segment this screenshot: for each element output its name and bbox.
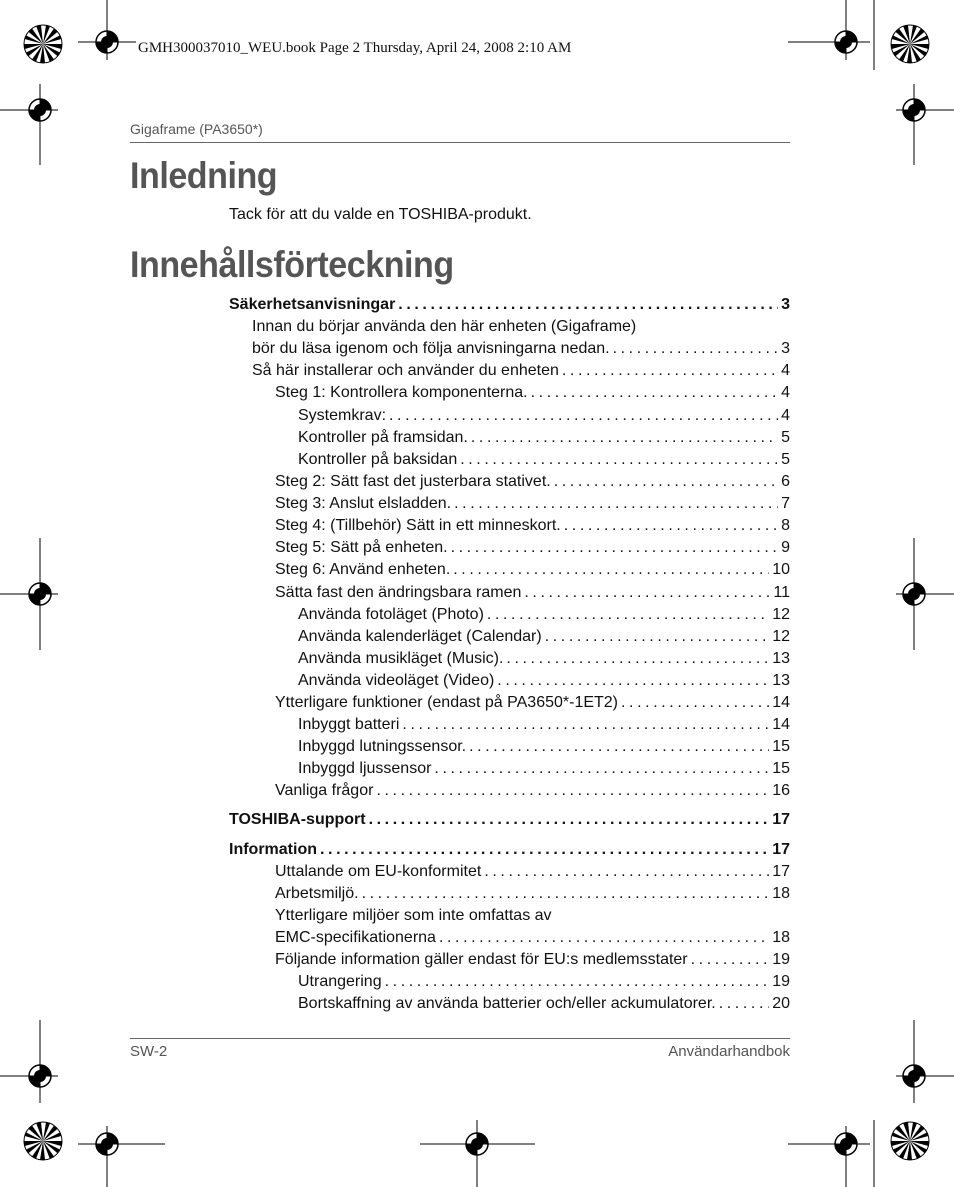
toc-entry-information[interactable]: Information ..... 17 bbox=[229, 840, 790, 860]
toc-entry-sysreq[interactable]: Systemkrav: ..... 4 bbox=[298, 406, 790, 426]
running-header: Gigaframe (PA3650*) bbox=[130, 121, 263, 137]
footer-title: Användarhandbok bbox=[668, 1043, 790, 1060]
toc-entry-before-line1[interactable]: Innan du börjar använda den här enheten (Gigaframe) bbox=[252, 318, 637, 335]
toc-entry-emc[interactable]: EMC-specifikationerna ..... 18 bbox=[275, 928, 790, 948]
toc-entry-extra[interactable]: Ytterligare funktioner (endast på PA3650*-1ET2) ..... 14 bbox=[275, 693, 790, 713]
toc-entry-work-env[interactable]: Arbetsmiljö. ..... 18 bbox=[275, 884, 790, 904]
toc-entry-step4[interactable]: Steg 4: (Tillbehör) Sätt in ett minneskort. ..... 8 bbox=[275, 516, 790, 536]
toc-entry-video[interactable]: Använda videoläget (Video) ..... 13 bbox=[298, 671, 790, 691]
page-number: SW-2 bbox=[130, 1043, 168, 1060]
toc-entry-disposal[interactable]: Utrangering ..... 19 bbox=[298, 972, 790, 992]
toc-entry-battery[interactable]: Inbyggt batteri ..... 14 bbox=[298, 715, 790, 735]
toc-entry-faq[interactable]: Vanliga frågor ..... 16 bbox=[275, 781, 790, 801]
toc-entry-tilt[interactable]: Inbyggd lutningssensor. ..... 15 bbox=[298, 737, 790, 757]
print-slug: GMH300037010_WEU.book Page 2 Thursday, April 24, 2008 2:10 AM bbox=[138, 40, 572, 56]
toc-entry-support[interactable]: TOSHIBA-support ..... 17 bbox=[229, 810, 790, 830]
toc-entry-back[interactable]: Kontroller på baksidan ..... 5 bbox=[298, 450, 790, 470]
heading-toc: Innehållsförteckning bbox=[130, 244, 454, 285]
toc-entry-calendar[interactable]: Använda kalenderläget (Calendar) ..... 12 bbox=[298, 627, 790, 647]
footer-rule bbox=[130, 1038, 790, 1039]
toc-entry-frame[interactable]: Sätta fast den ändringsbara ramen ..... 11 bbox=[275, 583, 790, 603]
toc-entry-before[interactable]: bör du läsa igenom och följa anvisningarna nedan. ..... 3 bbox=[252, 339, 790, 359]
intro-text: Tack för att du valde en TOSHIBA-produkt. bbox=[229, 206, 532, 223]
heading-intro: Inledning bbox=[130, 155, 278, 196]
toc-entry-eu-conformity[interactable]: Uttalande om EU-konformitet ..... 17 bbox=[275, 862, 790, 882]
toc-entry-music[interactable]: Använda musikläget (Music). ..... 13 bbox=[298, 649, 790, 669]
toc-entry-step2[interactable]: Steg 2: Sätt fast det justerbara stativet. ..... 6 bbox=[275, 472, 790, 492]
toc-entry-safety[interactable]: Säkerhetsanvisningar ..... 3 bbox=[229, 295, 790, 315]
header-rule bbox=[130, 142, 790, 143]
toc-entry-step5[interactable]: Steg 5: Sätt på enheten. ..... 9 bbox=[275, 538, 790, 558]
toc-entry-step6[interactable]: Steg 6: Använd enheten. ..... 10 bbox=[275, 560, 790, 580]
toc-entry-emc-line1[interactable]: Ytterligare miljöer som inte omfattas av bbox=[275, 907, 552, 924]
toc-entry-light[interactable]: Inbyggd ljussensor ..... 15 bbox=[298, 759, 790, 779]
toc-entry-eu-only[interactable]: Följande information gäller endast för EU:s medlemsstater ..... 19 bbox=[275, 950, 790, 970]
toc-entry-step1[interactable]: Steg 1: Kontrollera komponenterna. ..... 4 bbox=[275, 383, 790, 403]
toc-entry-step3[interactable]: Steg 3: Anslut elsladden. ..... 7 bbox=[275, 494, 790, 514]
toc-entry-install[interactable]: Så här installerar och använder du enheten ..... 4 bbox=[252, 361, 790, 381]
toc-entry-photo[interactable]: Använda fotoläget (Photo) ..... 12 bbox=[298, 605, 790, 625]
toc-entry-front[interactable]: Kontroller på framsidan. ..... 5 bbox=[298, 428, 790, 448]
toc-entry-batteries[interactable]: Bortskaffning av använda batterier och/eller ackumulatorer. ..... 20 bbox=[298, 994, 790, 1014]
